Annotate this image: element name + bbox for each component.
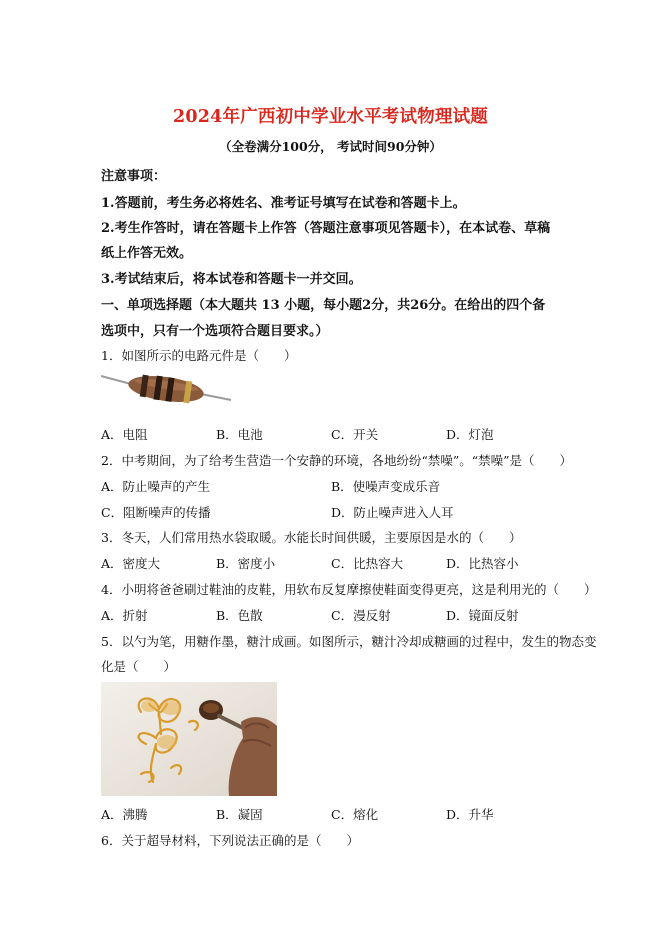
- note-2-cont: 纸上作答无效。: [101, 246, 193, 261]
- q3-option-b: B．密度小: [216, 556, 276, 571]
- question-4-stem: 4．小明将爸爸刷过鞋油的皮鞋，用软布反复摩擦使鞋面变得更亮，这是利用光的（ ）: [101, 582, 597, 597]
- note-3: 3.考试结束后，将本试卷和答题卡一并交回。: [101, 272, 362, 287]
- section-heading-cont: 选项中，只有一个选项符合题目要求。）: [101, 324, 329, 339]
- note-1: 1.答题前，考生务必将姓名、准考证号填写在试卷和答题卡上。: [101, 196, 466, 211]
- q4-option-a: A．折射: [101, 608, 148, 623]
- q2-option-b: B．使噪声变成乐音: [331, 479, 441, 494]
- q4-option-d: D．镜面反射: [446, 608, 519, 623]
- note-2: 2.考生作答时，请在答题卡上作答（答题注意事项见答题卡），在本试卷、草稿: [101, 221, 551, 236]
- question-6-stem: 6．关于超导材料，下列说法正确的是（ ）: [101, 833, 359, 848]
- q5-option-b: B．凝固: [216, 807, 263, 822]
- q1-option-d: D．灯泡: [446, 427, 494, 442]
- question-1-stem: 1．如图所示的电路元件是（ ）: [101, 348, 297, 363]
- question-5-stem: 5．以勺为笔，用糖作墨，糖汁成画。如图所示，糖汁冷却成糖画的过程中，发生的物态变: [101, 634, 597, 649]
- q2-option-d: D．防止噪声进入人耳: [331, 505, 454, 520]
- q1-option-c: C．开关: [331, 427, 379, 442]
- q1-option-a: A．电阻: [101, 427, 148, 442]
- exam-subtitle: （全卷满分100分， 考试时间90分钟）: [219, 139, 442, 154]
- q1-option-b: B．电池: [216, 427, 263, 442]
- sugar-painting-photo: [101, 682, 277, 796]
- q5-option-c: C．熔化: [331, 807, 379, 822]
- exam-title: 2024年广西初中学业水平考试物理试题: [172, 107, 488, 127]
- q5-option-a: A．沸腾: [101, 807, 148, 822]
- q3-option-d: D．比热容小: [446, 556, 519, 571]
- q4-option-c: C．漫反射: [331, 608, 391, 623]
- q2-option-a: A．防止噪声的产生: [101, 479, 211, 494]
- q4-option-b: B．色散: [216, 608, 263, 623]
- question-5-stem-cont: 化是（ ）: [101, 659, 177, 674]
- q3-option-c: C．比热容大: [331, 556, 404, 571]
- question-3-stem: 3．冬天，人们常用热水袋取暖。水能长时间供暖，主要原因是水的（ ）: [101, 530, 522, 545]
- q3-option-a: A．密度大: [101, 556, 161, 571]
- q2-option-c: C．阻断噪声的传播: [101, 505, 211, 520]
- question-2-stem: 2．中考期间，为了给考生营造一个安静的环境，各地纷纷“禁噪”。“禁噪”是（ ）: [101, 453, 573, 468]
- notes-heading: 注意事项：: [101, 169, 167, 184]
- section-heading: 一、单项选择题（本大题共 13 小题，每小题2分，共26分。在给出的四个备: [101, 298, 546, 313]
- q5-option-d: D．升华: [446, 807, 494, 822]
- resistor-figure: [101, 368, 231, 408]
